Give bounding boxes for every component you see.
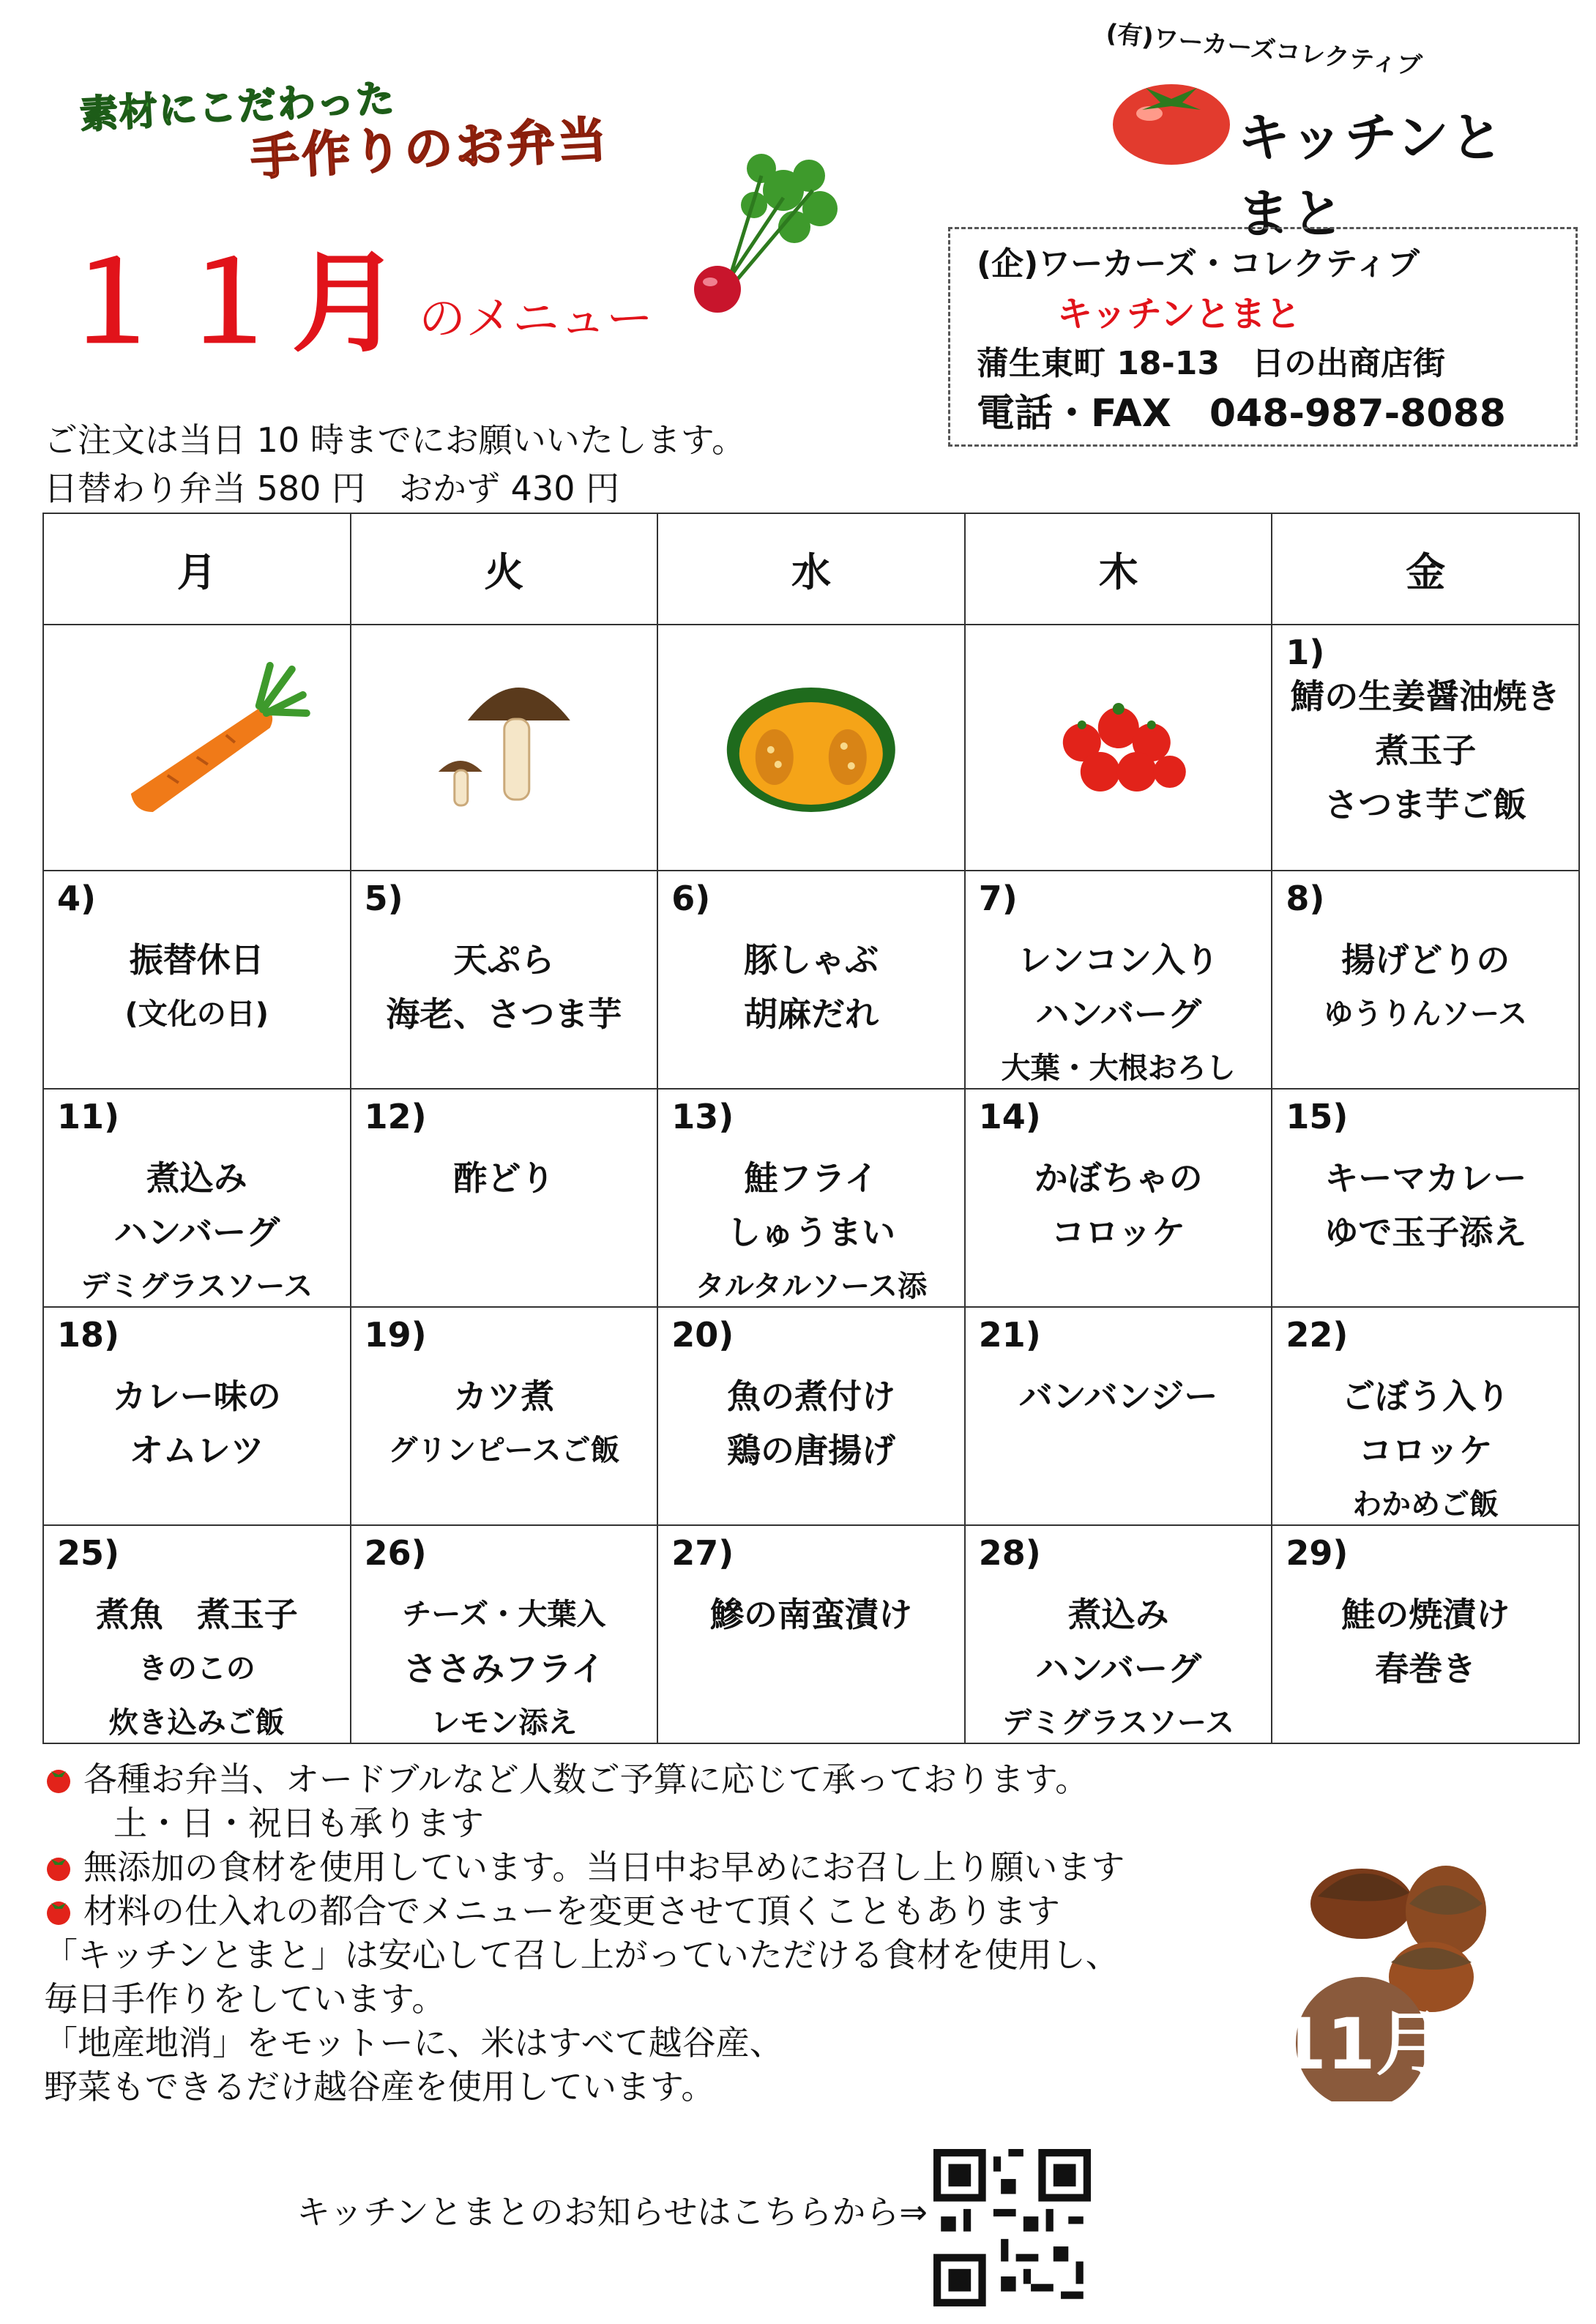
- price-info: 日替わり弁当 580 円 おかず 430 円: [44, 469, 620, 508]
- dish: バンバンジー: [1018, 1377, 1218, 1416]
- dish: 海老、さつま芋: [386, 994, 622, 1034]
- contact-box: [948, 227, 1578, 447]
- tomato-bullet-icon: [44, 1852, 73, 1882]
- dish: ハンバーグ: [113, 1213, 280, 1252]
- note-additive-free: 無添加の食材を使用しています。当日中お早めにお召し上り願います: [83, 1847, 1125, 1887]
- dish: 煮魚 煮玉子: [95, 1595, 298, 1634]
- day-number: 19): [364, 1315, 427, 1355]
- dish: レンコン入り: [1018, 940, 1219, 980]
- note-paragraph: 毎日手作りをしています。: [44, 1979, 446, 2019]
- dish: 煮込み: [146, 1158, 247, 1198]
- note-paragraph: 「キッチンとまと」は安心して召し上がっていただける食材を使用し、: [44, 1935, 1119, 1975]
- day-cell: [43, 1307, 351, 1525]
- dish-note: 炊き込みご飯: [108, 1706, 285, 1740]
- day-number: 20): [671, 1315, 734, 1355]
- dish: 鮭フライ: [744, 1158, 879, 1198]
- day-number: 7): [978, 879, 1018, 918]
- day-cell: [1272, 1307, 1579, 1525]
- weekday-tue: 火: [351, 513, 658, 625]
- day-number: 26): [364, 1533, 427, 1573]
- day-cell: [657, 871, 965, 1089]
- note-paragraph: 野菜もできるだけ越谷産を使用しています。: [44, 2067, 715, 2107]
- mushroom-icon: [351, 625, 657, 867]
- dish: 鯖の生姜醤油焼き: [1291, 677, 1561, 716]
- dish: オムレツ: [129, 1431, 264, 1470]
- day-number: 8): [1286, 879, 1325, 918]
- dish-note: グリンピースご飯: [388, 1434, 620, 1467]
- day-cell: [1272, 871, 1579, 1089]
- day-number: 11): [57, 1097, 120, 1136]
- acorn-icon: [1274, 1852, 1523, 2101]
- tagline-top: 素材にこだわった: [78, 77, 397, 138]
- dish: カレー味の: [112, 1377, 281, 1416]
- dish: 胡麻だれ: [743, 994, 879, 1034]
- week-row: [43, 871, 1579, 1089]
- day-number: 28): [978, 1533, 1041, 1573]
- dish: さつま芋ご飯: [1324, 785, 1527, 824]
- dish: 酢どり: [453, 1158, 555, 1198]
- month-title: [57, 240, 654, 368]
- dish: 振替休日: [129, 940, 264, 980]
- logo-top-text: (有)ワーカーズコレクティブ: [1104, 18, 1423, 81]
- week-row: [43, 1525, 1579, 1743]
- acorn-illustration: [1274, 1852, 1523, 2101]
- day-cell: [1272, 625, 1579, 871]
- day-cell: [965, 871, 1272, 1089]
- picture-cell: [965, 625, 1272, 871]
- dish-note: わかめご飯: [1352, 1488, 1499, 1522]
- week-row: [43, 1089, 1579, 1307]
- day-cell: [43, 1089, 351, 1307]
- dish-note: (文化の日): [124, 997, 269, 1031]
- day-cell: [657, 1089, 965, 1307]
- menu-calendar: [42, 513, 1580, 1744]
- day-cell: [657, 1525, 965, 1743]
- dish: キーマカレー: [1324, 1158, 1527, 1198]
- org-name: (企)ワーカーズ・コレクティブ: [977, 245, 1420, 283]
- note-catering: 各種お弁当、オードブルなど人数ご予算に応じて承っております。: [83, 1759, 1089, 1799]
- weekday-mon: 月: [43, 513, 351, 625]
- dish: 煮玉子: [1375, 731, 1477, 770]
- order-deadline: ご注文は当日 10 時までにお願いいたします。: [44, 420, 746, 460]
- day-number: 18): [57, 1315, 120, 1355]
- dish-note: 大葉・大根おろし: [1001, 1051, 1236, 1085]
- pumpkin-icon: [658, 625, 964, 867]
- day-number: 6): [671, 879, 711, 918]
- dish-note: デミグラスソース: [1002, 1706, 1234, 1740]
- tomato-icon: [966, 625, 1272, 867]
- weekday-header-row: [43, 513, 1579, 625]
- dish: ハンバーグ: [1035, 1649, 1201, 1688]
- radish-icon: [674, 146, 849, 322]
- tomato-bullet-icon: [44, 1896, 73, 1926]
- month-number: １１月: [57, 240, 409, 368]
- qr-code-icon[interactable]: [933, 2149, 1091, 2306]
- week-row: [43, 1307, 1579, 1525]
- day-cell: [965, 1307, 1272, 1525]
- weekday-fri: 金: [1272, 513, 1579, 625]
- dish: 鶏の唐揚げ: [726, 1431, 895, 1470]
- day-number: 25): [57, 1533, 120, 1573]
- picture-cell: [43, 625, 351, 871]
- dish: 揚げどりの: [1341, 940, 1510, 980]
- note-paragraph: 「地産地消」をモットーに、米はすべて越谷産、: [44, 2023, 783, 2063]
- dish: コロッケ: [1358, 1431, 1493, 1470]
- day-number: 15): [1286, 1097, 1349, 1136]
- day-number: 29): [1286, 1533, 1349, 1573]
- day-number: 1): [1286, 633, 1325, 672]
- day-number: 14): [978, 1097, 1041, 1136]
- day-cell: [657, 1307, 965, 1525]
- carrot-icon: [44, 625, 350, 867]
- logo: [1091, 18, 1530, 245]
- day-number: 5): [364, 879, 403, 918]
- dish: 鮭の焼漬け: [1341, 1595, 1510, 1634]
- note-menu-change: 材料の仕入れの都合でメニューを変更させて頂くこともあります: [83, 1891, 1060, 1931]
- dish: 春巻き: [1375, 1649, 1477, 1688]
- day-number: 22): [1286, 1315, 1349, 1355]
- day-cell: [43, 871, 351, 1089]
- dish: ささみフライ: [403, 1649, 605, 1688]
- dish: 煮込み: [1067, 1595, 1169, 1634]
- dish: 魚の煮付け: [726, 1377, 895, 1416]
- dish: 天ぷら: [453, 940, 555, 980]
- note-weekend: 土・日・祝日も承ります: [113, 1803, 484, 1843]
- dish-note: ゆうりんソース: [1324, 997, 1528, 1031]
- dish: ハンバーグ: [1035, 994, 1201, 1034]
- day-number: 21): [978, 1315, 1041, 1355]
- dish: 鰺の南蛮漬け: [709, 1595, 912, 1634]
- dish: カツ煮: [453, 1377, 555, 1416]
- dish-note: きのこの: [138, 1652, 256, 1686]
- dish: コロッケ: [1051, 1213, 1186, 1252]
- dish: ゆで玉子添え: [1324, 1213, 1527, 1252]
- picture-cell: [351, 625, 658, 871]
- day-cell: [351, 871, 658, 1089]
- dish-note: タルタルソース添: [695, 1270, 928, 1303]
- notes: [44, 1757, 1125, 2109]
- tagline-main: 手作りのお弁当: [249, 111, 611, 187]
- tagline: [71, 48, 778, 187]
- dish-note: デミグラスソース: [81, 1270, 313, 1303]
- day-cell: [43, 1525, 351, 1743]
- info-link-text: キッチンとまとのお知らせはこちらから⇒: [297, 2192, 928, 2232]
- day-cell: [1272, 1089, 1579, 1307]
- acorn-month-label: 11月: [1278, 2003, 1446, 2085]
- day-cell: [351, 1307, 658, 1525]
- day-cell: [351, 1525, 658, 1743]
- tomato-logo-icon: [1105, 66, 1237, 168]
- logo-name: キッチンとまと: [1237, 107, 1504, 245]
- tomato-bullet-icon: [44, 1765, 73, 1794]
- dish: しゅうまい: [726, 1213, 895, 1252]
- day-number: 12): [364, 1097, 427, 1136]
- day-cell: [1272, 1525, 1579, 1743]
- dish: ごぼう入り: [1341, 1377, 1510, 1416]
- month-suffix: のメニュー: [419, 292, 654, 346]
- phone-fax: 電話・FAX 048-987-8088: [977, 392, 1506, 436]
- order-notice: [44, 416, 745, 513]
- weekday-wed: 水: [657, 513, 965, 625]
- dish: かぼちゃの: [1034, 1158, 1203, 1198]
- day-cell: [965, 1089, 1272, 1307]
- day-cell: [351, 1089, 658, 1307]
- dish-note: レモン添え: [430, 1706, 578, 1740]
- address: 蒲生東町 18-13 日の出商店街: [977, 345, 1446, 382]
- picture-row: [43, 625, 1579, 871]
- day-number: 4): [57, 879, 97, 918]
- dish: 豚しゃぶ: [743, 940, 879, 980]
- shop-name: キッチンとまと: [1057, 294, 1301, 335]
- day-cell: [965, 1525, 1272, 1743]
- day-number: 27): [671, 1533, 734, 1573]
- dish-note: チーズ・大葉入: [402, 1598, 606, 1631]
- picture-cell: [657, 625, 965, 871]
- weekday-thu: 木: [965, 513, 1272, 625]
- day-number: 13): [671, 1097, 734, 1136]
